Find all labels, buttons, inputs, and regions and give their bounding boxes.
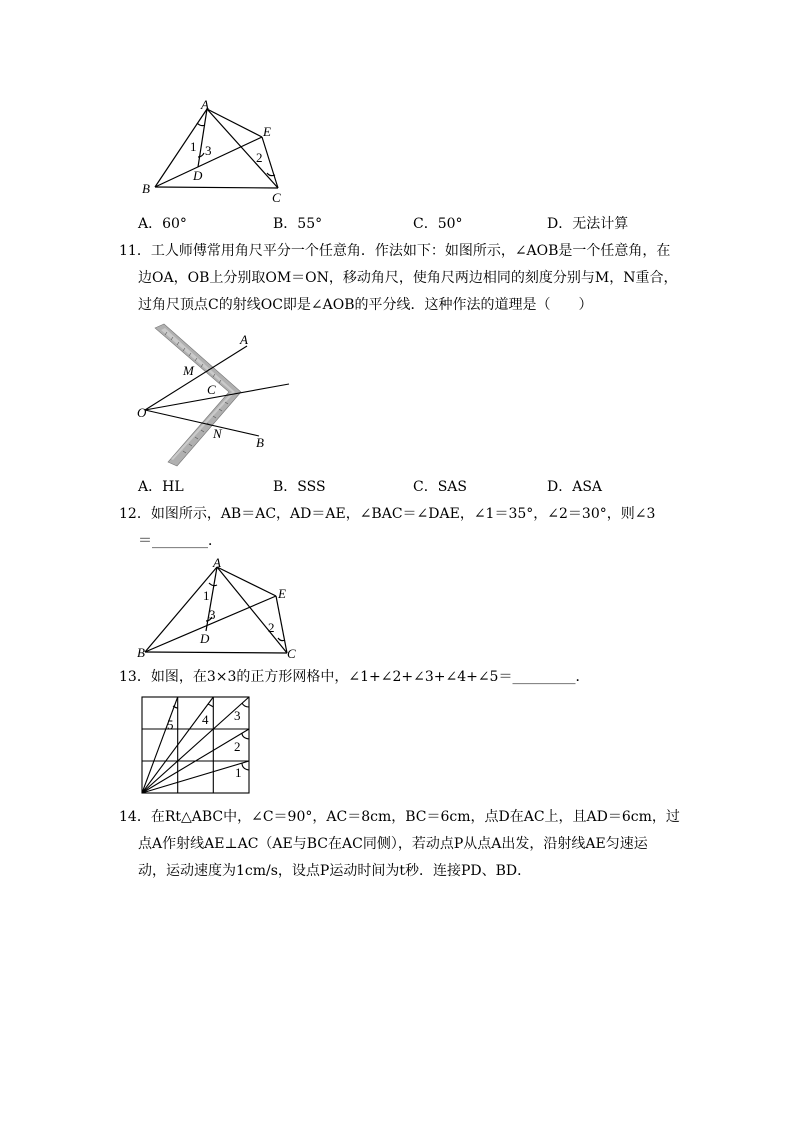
fig12-seg-AC xyxy=(217,567,287,653)
q14-line-3: 动，运动速度为1cm/s，设点P运动时间为t秒．连接PD、BD． xyxy=(138,863,532,879)
fig11-label-A: A xyxy=(240,332,248,347)
fig10-seg-AC xyxy=(207,109,278,188)
fig13-ray-3 xyxy=(142,697,249,793)
fig12-label-2: 2 xyxy=(268,620,275,635)
fig13-label-5: 5 xyxy=(167,717,174,732)
fig13-label-2: 2 xyxy=(234,739,241,754)
fig12-angle-1-arc xyxy=(209,583,217,586)
q12-line-1: 12．如图所示，AB＝AC，AD＝AE，∠BAC＝∠DAE，∠1＝35°，∠2＝30°，则∠3 xyxy=(119,506,656,522)
q11-line-1: 11．工人师傅常用角尺平分一个任意角．作法如下：如图所示，∠AOB是一个任意角，在 xyxy=(119,243,671,259)
fig13-arc-4 xyxy=(208,704,213,707)
fig10-label-D: D xyxy=(193,168,203,183)
q13-figure xyxy=(138,694,254,798)
fig10-seg-BC xyxy=(155,187,278,188)
fig12-label-3: 3 xyxy=(209,607,216,622)
fig10-label-C: C xyxy=(272,190,281,205)
q12-figure xyxy=(135,555,305,665)
fig10-seg-EC xyxy=(262,137,278,188)
fig13-label-4: 4 xyxy=(202,712,209,727)
fig13-label-1: 1 xyxy=(235,765,242,780)
fig10-seg-AD xyxy=(198,109,207,167)
fig11-label-B: B xyxy=(256,435,264,450)
fig10-label-B: B xyxy=(142,181,150,196)
q11-option-b: B．SSS xyxy=(273,479,326,495)
q10-option-a: A．60° xyxy=(138,216,187,232)
fig12-label-A: A xyxy=(213,555,221,570)
fig10-label-A: A xyxy=(201,97,209,112)
fig13-arc-1 xyxy=(242,763,249,770)
q10-option-c: C．50° xyxy=(413,216,463,232)
fig13-label-3: 3 xyxy=(234,708,241,723)
fig10-angle-3-arc xyxy=(198,153,204,157)
q14-line-2: 点A作射线AE⊥AC（AE与BC在AC同侧），若动点P从点A出发，沿射线AE匀速运 xyxy=(138,836,648,852)
fig11-label-N: N xyxy=(213,426,222,441)
fig11-label-O: O xyxy=(137,405,147,420)
fig12-seg-EC xyxy=(276,596,287,653)
fig10-label-3: 3 xyxy=(205,143,212,158)
q11-line-2: 边OA，OB上分别取OM＝ON，移动角尺，使角尺两边相同的刻度分别与M，N重合， xyxy=(138,270,678,286)
q13-line: 13．如图，在3×3的正方形网格中，∠1+∠2+∠3+∠4+∠5＝_________． xyxy=(119,669,590,685)
fig12-label-1: 1 xyxy=(203,588,210,603)
q12-line-2: ＝________． xyxy=(138,533,222,549)
fig13-arc-2 xyxy=(242,733,249,739)
fig13-ray-5 xyxy=(142,697,178,793)
q11-figure xyxy=(135,322,295,468)
q11-option-c: C．SAS xyxy=(413,479,468,495)
q10-option-d: D．无法计算 xyxy=(547,216,629,232)
fig11-label-C: C xyxy=(207,382,216,397)
fig12-label-B: B xyxy=(137,645,145,660)
q10-figure xyxy=(135,95,295,205)
fig12-seg-AE xyxy=(217,567,276,596)
fig10-label-E: E xyxy=(263,124,271,139)
fig12-label-C: C xyxy=(287,646,296,661)
fig10-angle-1-arc xyxy=(197,123,205,126)
q11-line-3: 过角尺顶点C的射线OC即是∠AOB的平分线．这种作法的道理是（ ） xyxy=(138,297,593,313)
q10-option-b: B．55° xyxy=(273,216,323,232)
fig12-seg-BC xyxy=(145,652,287,653)
fig10-label-1: 1 xyxy=(190,139,197,154)
fig11-label-M: M xyxy=(183,363,194,378)
fig10-seg-AE xyxy=(207,109,262,137)
fig12-label-D: D xyxy=(200,631,210,646)
q14-line-1: 14．在Rt△ABC中，∠C＝90°，AC＝8cm，BC＝6cm，点D在AC上，且AD＝6cm，过 xyxy=(119,809,680,825)
fig13-ray-1 xyxy=(142,761,249,793)
q11-option-a: A．HL xyxy=(138,479,184,495)
fig13-arc-3 xyxy=(242,703,249,707)
fig12-label-E: E xyxy=(278,586,286,601)
q11-option-d: D．ASA xyxy=(547,479,603,495)
fig10-label-2: 2 xyxy=(256,150,263,165)
